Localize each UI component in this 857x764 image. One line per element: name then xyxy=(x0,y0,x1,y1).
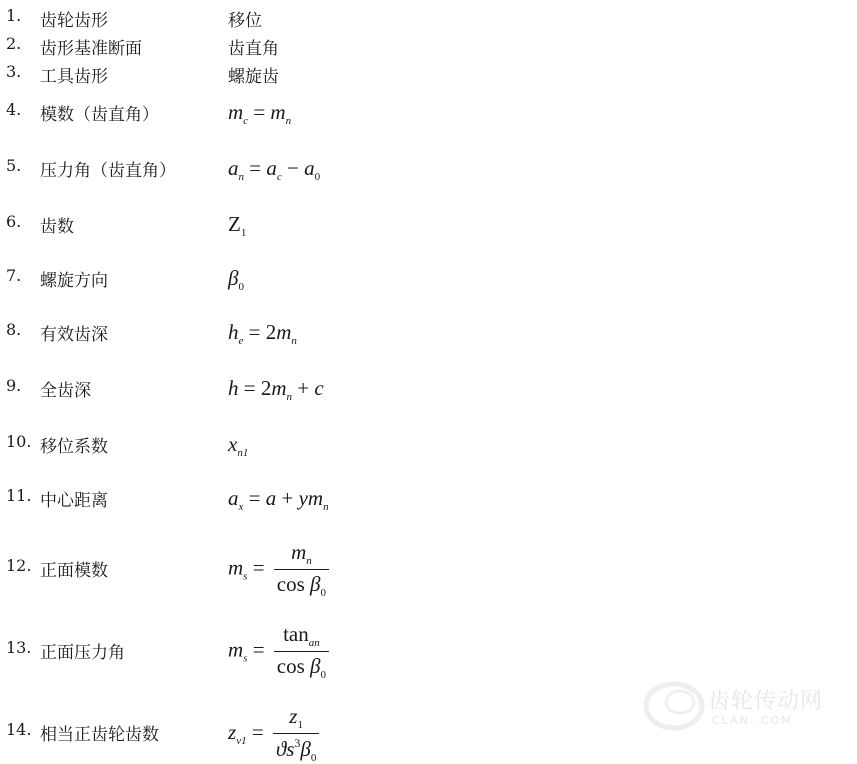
row-8 xyxy=(0,320,857,360)
row-4 xyxy=(0,100,857,140)
formula-working-depth: $h_e = 2m_n$ xyxy=(228,320,297,347)
row-label: 工具齿形 xyxy=(40,67,108,87)
row-3 xyxy=(0,62,857,102)
row-7 xyxy=(0,266,857,306)
row-label: 齿形基准断面 xyxy=(40,39,142,59)
row-number: 9. xyxy=(6,376,22,395)
row-label: 压力角（齿直角） xyxy=(40,161,176,181)
row-label: 螺旋方向 xyxy=(40,271,108,291)
row-10 xyxy=(0,432,857,472)
watermark-text: 齿轮传动网 xyxy=(708,689,824,714)
row-number: 8. xyxy=(6,320,22,339)
row-label: 模数（齿直角） xyxy=(40,105,159,125)
fraction: $\frac{\tan_{an}}{\cos \beta_0}$ xyxy=(274,622,329,681)
row-9 xyxy=(0,376,857,416)
row-label: 相当正齿轮齿数 xyxy=(40,725,159,745)
formula-virtual-teeth-count: $z_{v1}$ = $\frac{z_1}{ϑs^3\beta_0}$ xyxy=(228,704,319,764)
row-number: 2. xyxy=(6,34,22,53)
formula-module: $m_c = m_n$ xyxy=(228,100,292,127)
row-number: 6. xyxy=(6,212,22,231)
row-value: 螺旋齿 xyxy=(228,67,279,87)
row-number: 12. xyxy=(6,556,32,575)
formula-helix-direction: $\beta_0$ xyxy=(228,266,244,293)
row-number: 10. xyxy=(6,432,32,451)
row-label: 全齿深 xyxy=(40,381,91,401)
row-11 xyxy=(0,486,857,526)
row-number: 13. xyxy=(6,638,32,657)
watermark-url: CLAN..COM xyxy=(712,714,793,727)
row-number: 14. xyxy=(6,720,32,739)
row-number: 5. xyxy=(6,156,22,175)
watermark-logo-icon xyxy=(640,676,710,738)
row-6 xyxy=(0,212,857,252)
row-value: 移位 xyxy=(228,11,262,31)
formula-transverse-module: $m_s$ = $\frac{m_n}{\cos \beta_0}$ xyxy=(228,540,329,599)
row-13 xyxy=(0,622,857,682)
row-5 xyxy=(0,156,857,196)
row-label: 移位系数 xyxy=(40,437,108,457)
row-number: 11. xyxy=(6,486,32,505)
row-12 xyxy=(0,540,857,600)
fraction: $\frac{m_n}{\cos \beta_0}$ xyxy=(274,540,329,599)
watermark xyxy=(640,676,840,738)
row-label: 齿轮齿形 xyxy=(40,11,108,31)
row-label: 齿数 xyxy=(40,217,74,237)
row-number: 1. xyxy=(6,6,22,25)
row-label: 中心距离 xyxy=(40,491,108,511)
row-label: 正面模数 xyxy=(40,561,108,581)
formula-shift-coefficient: $x_{n1}$ xyxy=(228,432,249,459)
row-label: 正面压力角 xyxy=(40,643,125,663)
formula-center-distance: $a_x = a + ym_n$ xyxy=(228,486,329,513)
fraction: $\frac{z_1}{ϑs^3\beta_0}$ xyxy=(273,704,319,764)
formula-whole-depth: $h = 2m_n + c$ xyxy=(228,376,324,403)
row-number: 7. xyxy=(6,266,22,285)
formula-pressure-angle: $a_n = a_c - a_0$ xyxy=(228,156,321,183)
row-value: 齿直角 xyxy=(228,39,279,59)
formula-transverse-pressure-angle: $m_s$ = $\frac{\tan_{an}}{\cos \beta_0}$ xyxy=(228,622,329,681)
row-number: 3. xyxy=(6,62,22,81)
formula-teeth-count: $Z_1$ xyxy=(228,212,247,239)
row-label: 有效齿深 xyxy=(40,325,108,345)
row-number: 4. xyxy=(6,100,22,119)
